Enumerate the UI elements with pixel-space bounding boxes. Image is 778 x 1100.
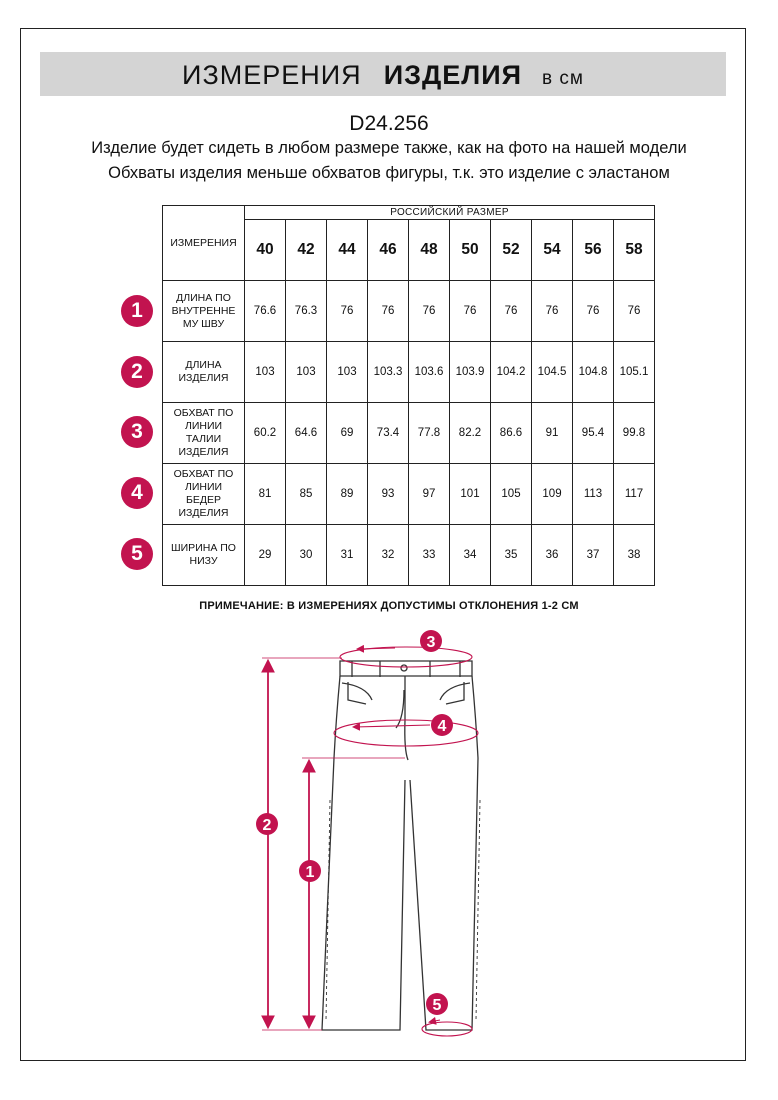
article-number: D24.256 bbox=[349, 112, 429, 135]
diagram-marker-5-label: 5 bbox=[432, 997, 442, 1014]
table-cell: 93 bbox=[368, 464, 409, 525]
title-bar bbox=[40, 52, 726, 96]
title-units: в см bbox=[542, 68, 584, 89]
table-cell: 76 bbox=[368, 281, 409, 342]
table-cell: 103.6 bbox=[409, 342, 450, 403]
table-cell: 76 bbox=[327, 281, 368, 342]
table-cell: 97 bbox=[409, 464, 450, 525]
table-cell: 105.1 bbox=[614, 342, 655, 403]
diagram-markers bbox=[256, 630, 453, 1015]
table-cell: 30 bbox=[286, 525, 327, 586]
table-row bbox=[163, 403, 655, 464]
table-cell: 91 bbox=[532, 403, 573, 464]
size-header: 52 bbox=[491, 220, 532, 281]
size-header: 50 bbox=[450, 220, 491, 281]
row-label: ДЛИНА ИЗДЕЛИЯ bbox=[163, 342, 245, 403]
stretch-note: Обхваты изделия меньше обхватов фигуры, т.к. это изделие с эластаном bbox=[108, 164, 670, 182]
table-cell: 99.8 bbox=[614, 403, 655, 464]
table-cell: 86.6 bbox=[491, 403, 532, 464]
table-cell: 35 bbox=[491, 525, 532, 586]
measure-marker-5: 5 bbox=[121, 538, 153, 570]
table-cell: 103.9 bbox=[450, 342, 491, 403]
diagram-marker-4-label: 4 bbox=[437, 718, 447, 735]
size-group-header: РОССИЙСКИЙ РАЗМЕР bbox=[245, 206, 655, 220]
table-cell: 76 bbox=[614, 281, 655, 342]
diagram-marker-1-label: 1 bbox=[305, 864, 315, 881]
table-cell: 76 bbox=[573, 281, 614, 342]
table-cell: 76 bbox=[491, 281, 532, 342]
table-cell: 33 bbox=[409, 525, 450, 586]
table-cell: 104.8 bbox=[573, 342, 614, 403]
table-cell: 89 bbox=[327, 464, 368, 525]
table-cell: 76 bbox=[450, 281, 491, 342]
table-cell: 37 bbox=[573, 525, 614, 586]
table-cell: 117 bbox=[614, 464, 655, 525]
table-row bbox=[163, 342, 655, 403]
table-cell: 34 bbox=[450, 525, 491, 586]
table-cell: 73.4 bbox=[368, 403, 409, 464]
table-row bbox=[163, 525, 655, 586]
diagram-marker-2-label: 2 bbox=[262, 817, 272, 834]
table-cell: 103 bbox=[327, 342, 368, 403]
table-cell: 103.3 bbox=[368, 342, 409, 403]
table-cell: 109 bbox=[532, 464, 573, 525]
jeans-diagram bbox=[0, 620, 778, 1050]
row-label: ОБХВАТ ПО ЛИНИИ ТАЛИИ ИЗДЕЛИЯ bbox=[163, 403, 245, 464]
size-header: 48 bbox=[409, 220, 450, 281]
table-cell: 103 bbox=[286, 342, 327, 403]
measure-guides bbox=[262, 647, 478, 1036]
table-cell: 104.2 bbox=[491, 342, 532, 403]
table-cell: 32 bbox=[368, 525, 409, 586]
diagram-marker-3-label: 3 bbox=[426, 634, 436, 651]
table-cell: 76 bbox=[532, 281, 573, 342]
size-header: 44 bbox=[327, 220, 368, 281]
measure-marker-2: 2 bbox=[121, 356, 153, 388]
table-cell: 69 bbox=[327, 403, 368, 464]
table-cell: 76.3 bbox=[286, 281, 327, 342]
size-header: 40 bbox=[245, 220, 286, 281]
table-row bbox=[163, 281, 655, 342]
size-header: 56 bbox=[573, 220, 614, 281]
measure-marker-1: 1 bbox=[121, 295, 153, 327]
title-measurements: ИЗМЕРЕНИЯ bbox=[182, 60, 362, 90]
table-cell: 76 bbox=[409, 281, 450, 342]
table-cell: 101 bbox=[450, 464, 491, 525]
table-row bbox=[163, 464, 655, 525]
table-cell: 60.2 bbox=[245, 403, 286, 464]
table-cell: 29 bbox=[245, 525, 286, 586]
table-cell: 105 bbox=[491, 464, 532, 525]
tolerance-note: ПРИМЕЧАНИЕ: В ИЗМЕРЕНИЯХ ДОПУСТИМЫ ОТКЛОНЕНИЯ 1-2 СМ bbox=[199, 600, 579, 612]
table-cell: 36 bbox=[532, 525, 573, 586]
table-cell: 38 bbox=[614, 525, 655, 586]
size-chart-table bbox=[162, 205, 655, 586]
row-label: ОБХВАТ ПО ЛИНИИ БЕДЕР ИЗДЕЛИЯ bbox=[163, 464, 245, 525]
size-header: 46 bbox=[368, 220, 409, 281]
row-label: ДЛИНА ПО ВНУТРЕННЕ МУ ШВУ bbox=[163, 281, 245, 342]
title-product: ИЗДЕЛИЯ bbox=[383, 60, 523, 90]
table-cell: 76.6 bbox=[245, 281, 286, 342]
table-cell: 113 bbox=[573, 464, 614, 525]
measure-marker-4: 4 bbox=[121, 477, 153, 509]
table-cell: 64.6 bbox=[286, 403, 327, 464]
corner-label: ИЗМЕРЕНИЯ bbox=[163, 206, 245, 281]
table-cell: 31 bbox=[327, 525, 368, 586]
size-header: 58 bbox=[614, 220, 655, 281]
size-header: 54 bbox=[532, 220, 573, 281]
table-cell: 95.4 bbox=[573, 403, 614, 464]
fit-note: Изделие будет сидеть в любом размере также, как на фото на нашей модели bbox=[91, 139, 687, 157]
table-cell: 104.5 bbox=[532, 342, 573, 403]
measure-marker-3: 3 bbox=[121, 416, 153, 448]
table-cell: 81 bbox=[245, 464, 286, 525]
size-header: 42 bbox=[286, 220, 327, 281]
table-cell: 85 bbox=[286, 464, 327, 525]
row-label: ШИРИНА ПО НИЗУ bbox=[163, 525, 245, 586]
table-cell: 103 bbox=[245, 342, 286, 403]
jeans-outline bbox=[322, 661, 480, 1030]
table-cell: 82.2 bbox=[450, 403, 491, 464]
table-cell: 77.8 bbox=[409, 403, 450, 464]
